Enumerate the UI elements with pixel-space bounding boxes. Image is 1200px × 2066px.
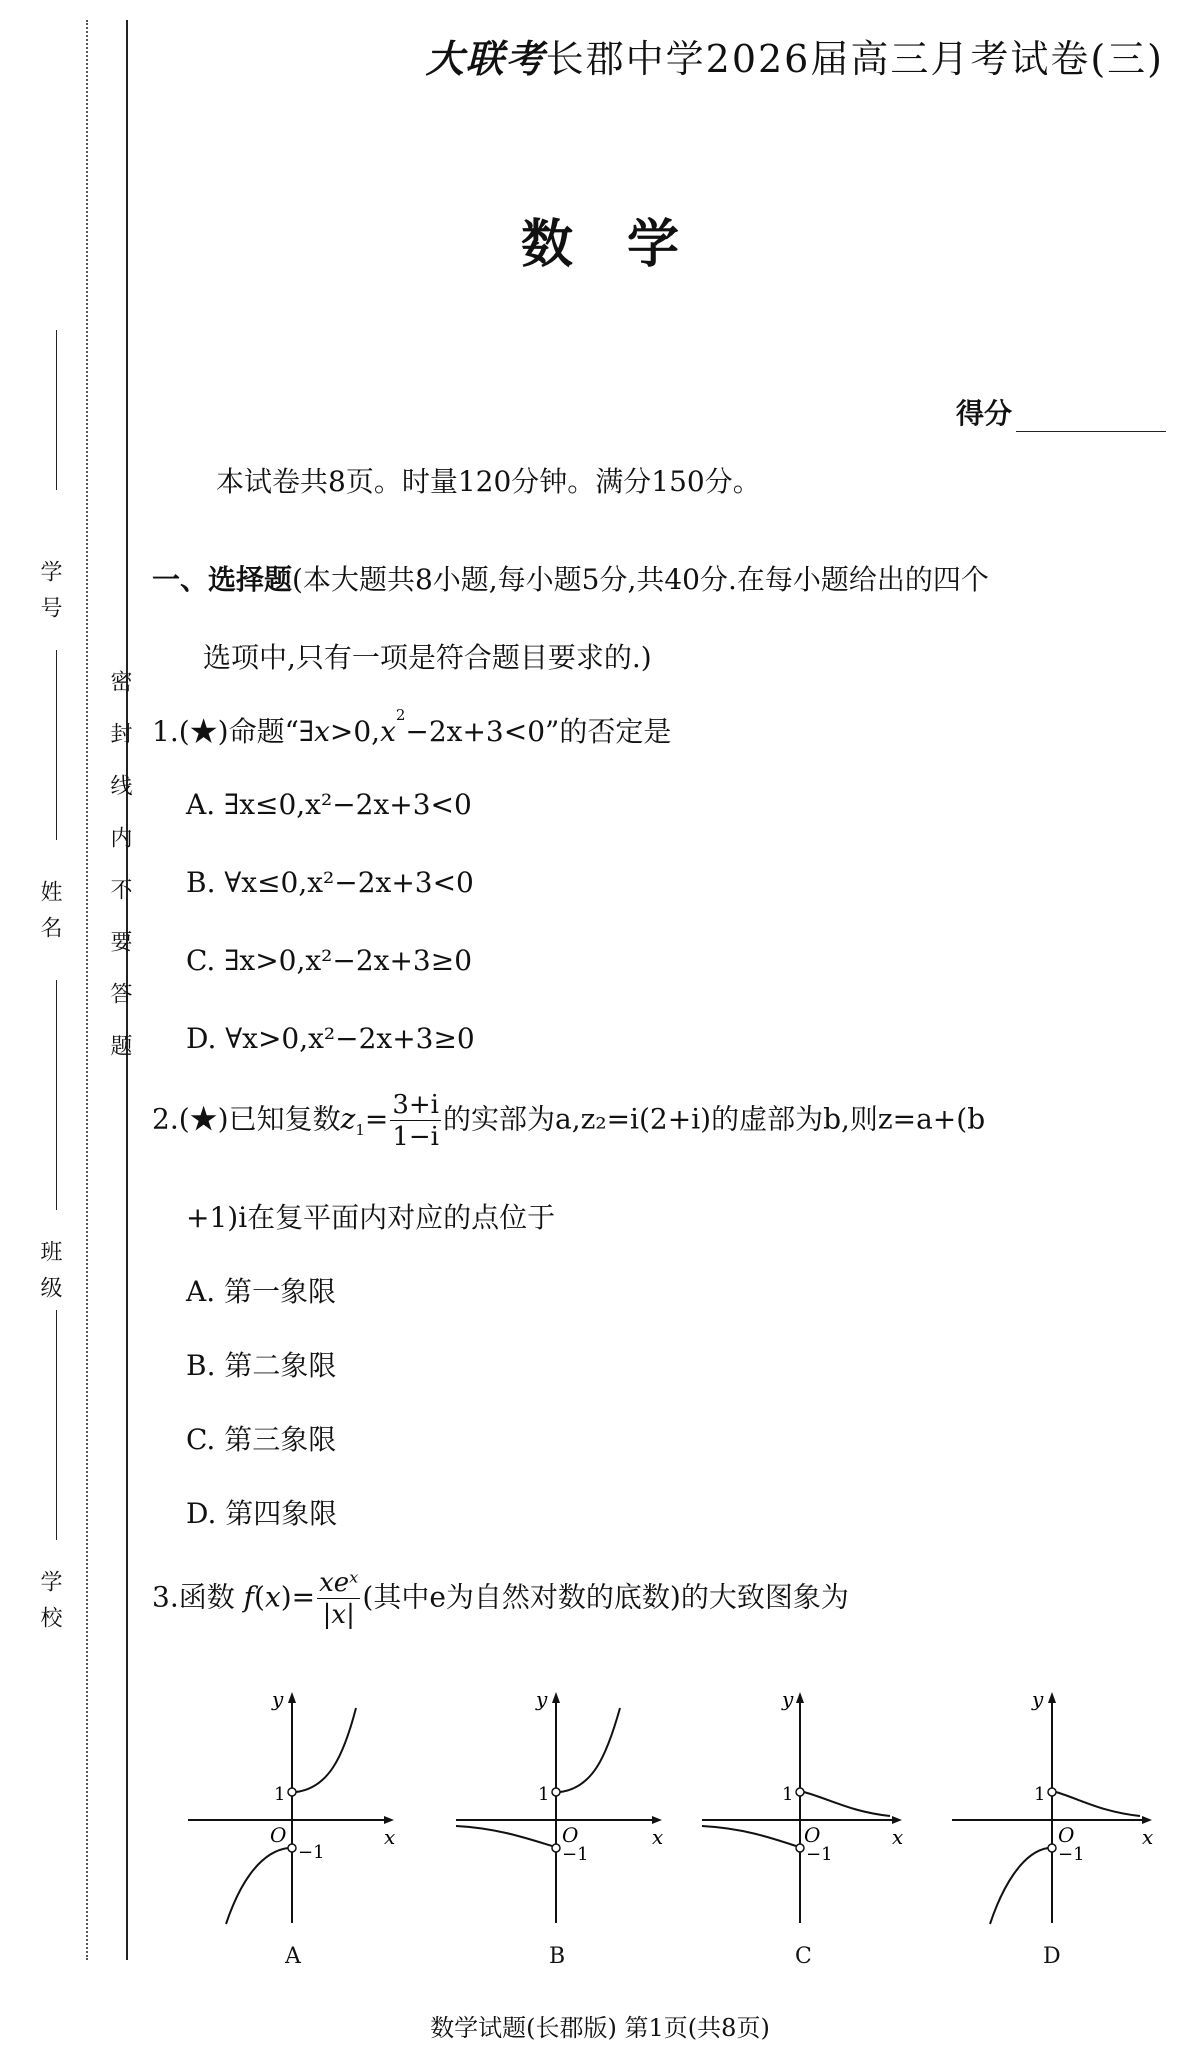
x-arrow	[892, 1816, 902, 1824]
graph-b-svg	[456, 1688, 666, 1928]
x-arrow	[384, 1816, 394, 1824]
curve-left	[702, 1826, 796, 1846]
school-fill-line	[56, 1310, 57, 1540]
q3-frac-den: |x|	[322, 1600, 355, 1630]
origin-label: O	[804, 1823, 821, 1847]
q3-fraction	[317, 1570, 360, 1628]
q1-option-d: D. ∀x>0,x²−2x+3≥0	[186, 1022, 475, 1055]
student-id-fill-line	[56, 330, 57, 490]
tick-pos: 1	[538, 1784, 550, 1805]
x-arrow	[1142, 1816, 1152, 1824]
open-point-neg	[796, 1844, 804, 1852]
page-footer: 数学试题(长郡版) 第1页(共8页)	[430, 2014, 770, 2042]
x-label: x	[384, 1825, 396, 1849]
q2-frac-den: 1−i	[392, 1122, 440, 1152]
tick-neg: −1	[806, 1844, 833, 1865]
open-point-neg	[1048, 1844, 1056, 1852]
score-label: 得分	[955, 397, 1012, 430]
open-point-pos	[796, 1788, 804, 1796]
graph-c-svg	[702, 1688, 912, 1928]
q1-option-c: C. ∃x>0,x²−2x+3≥0	[186, 944, 473, 977]
curve-right	[560, 1708, 620, 1792]
exam-title-text: 长郡中学2026届高三月考试卷(三)	[545, 37, 1164, 81]
name-fill-line	[56, 650, 57, 840]
graph-d-svg	[952, 1688, 1162, 1928]
class-label: 班级	[37, 1240, 62, 1312]
tick-neg: −1	[298, 1842, 325, 1863]
y-arrow	[288, 1692, 296, 1703]
open-point-neg	[552, 1844, 560, 1852]
q2-line-2: +1)i在复平面内对应的点位于	[186, 1201, 556, 1234]
y-arrow	[796, 1692, 804, 1703]
exam-title	[426, 28, 1164, 83]
x-label: x	[652, 1825, 664, 1849]
score-field	[956, 392, 1166, 432]
q1-option-a: A. ∃x≤0,x²−2x+3<0	[186, 788, 472, 821]
q2-option-d: D. 第四象限	[186, 1497, 338, 1530]
q2-frac-num: 3+i	[392, 1090, 440, 1120]
q2-option-a: A. 第一象限	[186, 1275, 337, 1308]
origin-label: O	[270, 1823, 287, 1847]
y-label: y	[272, 1687, 284, 1711]
q3-prefix: 3.函数	[152, 1580, 235, 1614]
q2-prefix: 2.(★)已知复数	[152, 1102, 341, 1136]
section-heading	[152, 560, 1172, 600]
curve-left	[990, 1848, 1048, 1924]
tick-neg: −1	[1058, 1844, 1085, 1865]
exam-brand: 大联考	[425, 37, 546, 81]
q1-option-b: B. ∀x≤0,x²−2x+3<0	[186, 866, 474, 899]
score-blank	[1016, 405, 1166, 432]
q2-option-c: C. 第三象限	[186, 1423, 337, 1456]
y-arrow	[1048, 1692, 1056, 1703]
q1-stem-rest: >0,	[329, 715, 381, 748]
open-point-neg	[288, 1844, 296, 1852]
curve-left	[226, 1848, 288, 1924]
x-label: x	[1142, 1825, 1154, 1849]
subject-title: 数学	[520, 215, 733, 275]
question-1-stem: 1.(★)命题“$\exists x>0,x^2-2x+3<0$”的否定是	[152, 706, 672, 748]
section-desc-2: 选项中,只有一项是符合题目要求的.)	[203, 641, 652, 674]
graph-b-label: B	[549, 1944, 566, 1969]
open-point-pos	[552, 1788, 560, 1796]
question-2-stem: 2.(★)已知复数$z_1=$ $\frac{3+i}{1-i}$ 的实部为a,z₂=i(2+i)的虚部为b,则z=a+(b	[152, 1090, 986, 1152]
q2-middle: 的实部为a,z₂=i(2+i)的虚部为b,则z=a+(b	[443, 1102, 986, 1136]
x-arrow	[652, 1816, 662, 1824]
student-id-label: 学号	[37, 560, 62, 632]
tick-pos: 1	[1034, 1784, 1046, 1805]
y-arrow	[552, 1692, 560, 1703]
curve-left	[456, 1826, 552, 1846]
q3-suffix: (其中e为自然对数的底数)的大致图象为	[362, 1580, 849, 1614]
y-label: y	[1032, 1687, 1044, 1711]
section-desc-1: (本大题共8小题,每小题5分,共40分.在每小题给出的四个	[292, 563, 989, 596]
name-label: 姓名	[37, 880, 62, 952]
origin-label: O	[562, 1823, 579, 1847]
graph-d	[952, 1688, 1162, 1932]
origin-label: O	[1058, 1823, 1075, 1847]
tick-pos: 1	[782, 1784, 794, 1805]
class-fill-line	[56, 980, 57, 1210]
open-point-pos	[1048, 1788, 1056, 1796]
graph-a-svg	[188, 1688, 398, 1928]
graph-a-label: A	[285, 1944, 301, 1969]
q3-frac-num: xeˣ	[319, 1568, 359, 1598]
y-label: y	[536, 1687, 548, 1711]
graph-a	[188, 1688, 398, 1932]
curve-right	[296, 1708, 356, 1792]
graph-c	[702, 1688, 912, 1932]
graph-c-label: C	[795, 1944, 812, 1969]
open-point-pos	[288, 1788, 296, 1796]
exam-intro: 本试卷共8页。时量120分钟。满分150分。	[216, 465, 761, 498]
question-3-stem: 3.函数 f(x)= $\frac{\text{xeˣ}}{|x|}$ (其中e为自然对数的底数)的大致图象为	[152, 1568, 849, 1630]
x-label: x	[892, 1825, 904, 1849]
curve-right	[1056, 1792, 1140, 1816]
cut-dotted-line	[86, 20, 88, 1960]
q2-fraction	[390, 1092, 441, 1150]
curve-right	[804, 1792, 890, 1816]
section-title: 一、选择题	[152, 563, 293, 596]
school-label: 学校	[37, 1570, 62, 1642]
q2-option-b: B. 第二象限	[186, 1349, 337, 1382]
tick-neg: −1	[562, 1844, 589, 1865]
y-label: y	[782, 1687, 794, 1711]
q1-stem-end: −2x+3<0”的否定是	[405, 715, 672, 748]
tick-pos: 1	[274, 1784, 286, 1805]
graph-d-label: D	[1043, 1944, 1061, 1969]
q1-stem-prefix: 1.(★)命题“∃	[152, 715, 315, 748]
graph-b	[456, 1688, 666, 1932]
sealing-warning: 密封线内不要答题	[107, 670, 132, 1086]
